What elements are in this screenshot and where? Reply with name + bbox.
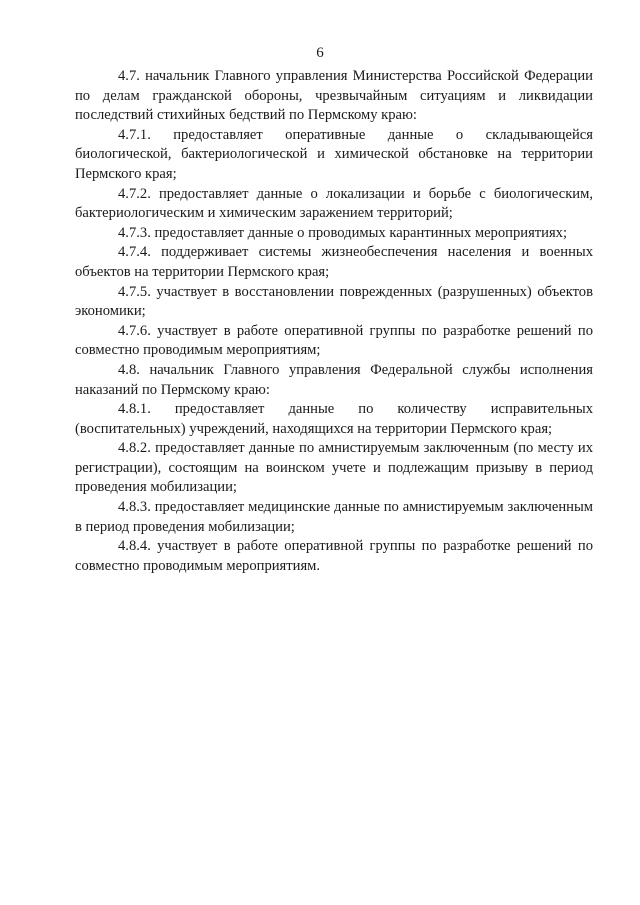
paragraph-4-8-1: 4.8.1. предоставляет данные по количеству исправительных (воспитательных) учреждений, находящихся на территории Пермского края; bbox=[75, 401, 593, 437]
page-number: 6 bbox=[316, 45, 324, 61]
paragraph-4-7-1: 4.7.1. предоставляет оперативные данные о складывающейся биологической, бактериологической и химической обстановке на территории Пермского края; bbox=[75, 126, 593, 182]
paragraph-4-7-2: 4.7.2. предоставляет данные о локализации и борьбе с биологическим, бактериологическим и химическим заражением территорий; bbox=[75, 185, 593, 222]
paragraph-4-8-4: 4.8.4. участвует в работе оперативной группы по разработке решений по совместно проводимым мероприятиям. bbox=[75, 538, 593, 574]
paragraph-4-7-5: 4.7.5. участвует в восстановлении поврежденных (разрушенных) объектов экономики; bbox=[75, 283, 593, 320]
document-body bbox=[75, 67, 593, 576]
paragraph-4-8-2: 4.8.2. предоставляет данные по амнистируемым заключенным (по месту их регистрации), состоящим на воинском учете и подлежащим призыву в период проведения мобилизации; bbox=[75, 440, 593, 496]
paragraph-4-8-3: 4.8.3. предоставляет медицинские данные по амнистируемым заключенным в период проведения мобилизации; bbox=[75, 499, 593, 535]
paragraph-4-7-3: 4.7.3. предоставляет данные о проводимых карантинных мероприятиях; bbox=[118, 224, 568, 241]
paragraph-4-7-6: 4.7.6. участвует в работе оперативной группы по разработке решений по совместно проводимым мероприятиям; bbox=[75, 322, 593, 359]
paragraph-4-7: 4.7. начальник Главного управления Министерства Российской Федерации по делам гражданской обороны, чрезвычайным ситуациям и ликвидации последствий стихийных бедствий по Пермскому краю: bbox=[75, 68, 593, 124]
paragraph-4-7-4: 4.7.4. поддерживает системы жизнеобеспечения населения и военных объектов на территории Пермского края; bbox=[75, 244, 593, 280]
paragraph-4-8: 4.8. начальник Главного управления Федеральной службы исполнения наказаний по Пермскому краю: bbox=[75, 361, 593, 398]
